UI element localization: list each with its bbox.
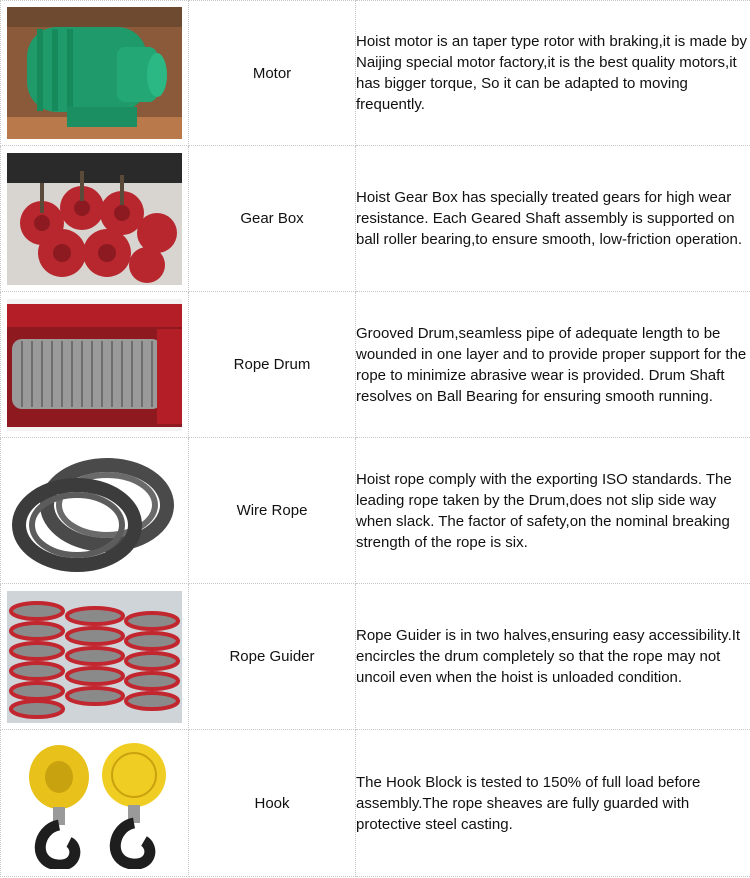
gear-box-photo [7, 153, 182, 285]
table-row [1, 146, 750, 292]
component-description: Rope Guider is in two halves,ensuring easy accessibility.It encircles the drum completely so that the rope may not uncoil even when the hoist is unloaded condition. [356, 584, 750, 730]
component-description: Hoist Gear Box has specially treated gears for high wear resistance. Each Geared Shaft assembly is supported on ball roller bearing,to ensure smooth, low-friction operation. [356, 146, 750, 292]
hook-photo [7, 737, 182, 869]
component-description: Hoist motor is an taper type rotor with braking,it is made by Naijing special motor factory,it is the best quality motors,it has bigger torque, So it can be adapted to moving frequently. [356, 1, 750, 146]
table-row [1, 730, 750, 877]
component-name: Gear Box [189, 146, 356, 292]
hook-photo-cell [1, 730, 189, 877]
component-name: Wire Rope [189, 438, 356, 584]
rope-guider-photo-cell [1, 584, 189, 730]
rope-guider-photo [7, 591, 182, 723]
wire-rope-photo-cell [1, 438, 189, 584]
rope-drum-photo [7, 299, 182, 431]
table-row [1, 584, 750, 730]
rope-drum-photo-cell [1, 292, 189, 438]
component-description: The Hook Block is tested to 150% of full load before assembly.The rope sheaves are fully guarded with protective steel casting. [356, 730, 750, 877]
component-name: Rope Guider [189, 584, 356, 730]
component-description: Grooved Drum,seamless pipe of adequate length to be wounded in one layer and to provide proper support for the rope to minimize abrasive wear is provided. Drum Shaft resolves on Ball Bearing for ensuring smooth running. [356, 292, 750, 438]
component-name: Rope Drum [189, 292, 356, 438]
gear-box-photo-cell [1, 146, 189, 292]
motor-photo [7, 7, 182, 139]
motor-photo-cell [1, 1, 189, 146]
wire-rope-photo [7, 445, 182, 577]
component-description: Hoist rope comply with the exporting ISO standards. The leading rope taken by the Drum,does not slip side way when slack. The factor of safety,on the nominal breaking strength of the rope is six. [356, 438, 750, 584]
table-row [1, 292, 750, 438]
component-name: Motor [189, 1, 356, 146]
table-row [1, 438, 750, 584]
component-name: Hook [189, 730, 356, 877]
table-row [1, 1, 750, 146]
